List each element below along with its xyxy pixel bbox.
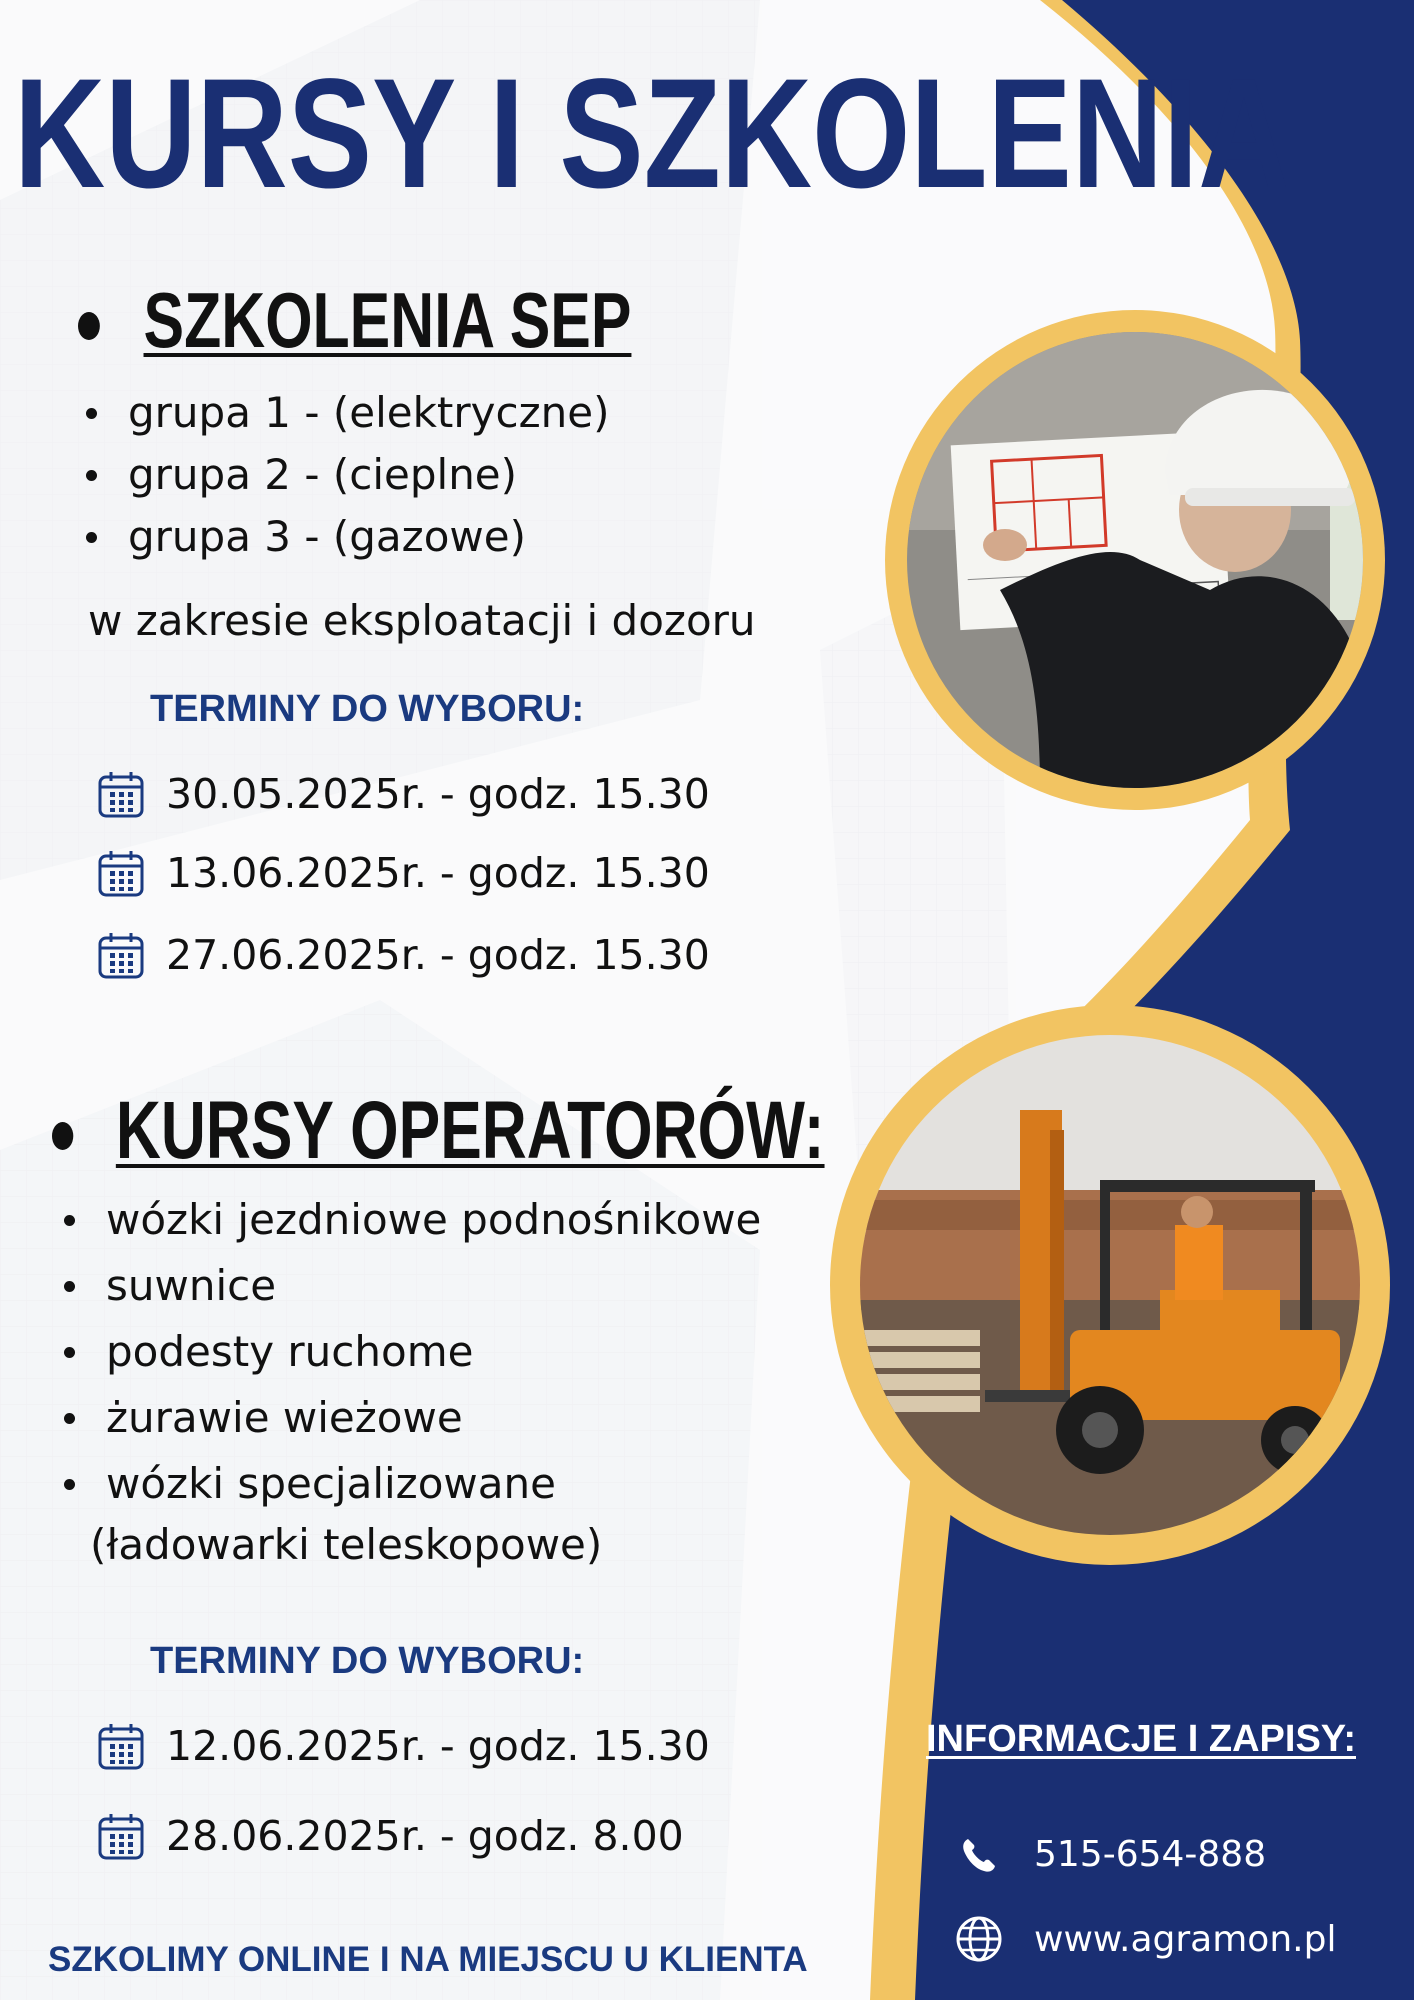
date-row	[98, 1720, 710, 1772]
sep-heading	[78, 278, 631, 362]
calendar-icon	[98, 1722, 144, 1770]
sep-heading-text: SZKOLENIA SEP	[143, 276, 632, 364]
list-item: suwnice	[64, 1253, 761, 1319]
footer-tagline: SZKOLIMY ONLINE I NA MIEJSCU U KLIENTA	[48, 1940, 808, 1979]
operators-list	[64, 1187, 761, 1517]
list-item: grupa 2 - (cieplne)	[86, 444, 610, 506]
list-item: żurawie wieżowe	[64, 1385, 761, 1451]
phone-number[interactable]: 515-654-888	[1034, 1833, 1267, 1875]
date-text: 13.06.2025r. - godz. 15.30	[166, 849, 710, 897]
list-item: podesty ruchome	[64, 1319, 761, 1385]
heading-bullet	[52, 1122, 73, 1150]
page-title: KURSY I SZKOLENIA	[14, 47, 1290, 221]
website-link[interactable]: www.agramon.pl	[1034, 1918, 1337, 1960]
calendar-icon	[98, 931, 144, 979]
operators-item-continuation: (ładowarki teleskopowe)	[90, 1520, 603, 1569]
website-contact[interactable]	[954, 1914, 1336, 1964]
sep-terms-heading: TERMINY DO WYBORU:	[150, 688, 585, 730]
heading-bullet	[78, 312, 100, 340]
date-text: 28.06.2025r. - godz. 8.00	[166, 1812, 684, 1860]
globe-icon	[954, 1914, 1004, 1964]
date-row	[98, 768, 710, 820]
list-item: wózki jezdniowe podnośnikowe	[64, 1187, 761, 1253]
date-row	[98, 929, 710, 981]
date-row	[98, 1810, 684, 1862]
operators-terms-heading: TERMINY DO WYBORU:	[150, 1640, 585, 1682]
forklift-photo	[830, 1005, 1390, 1565]
info-heading: INFORMACJE I ZAPISY:	[926, 1718, 1356, 1760]
date-text: 12.06.2025r. - godz. 15.30	[166, 1722, 710, 1770]
list-item: grupa 3 - (gazowe)	[86, 506, 610, 568]
sep-groups-list	[86, 382, 610, 568]
date-text: 27.06.2025r. - godz. 15.30	[166, 931, 710, 979]
date-text: 30.05.2025r. - godz. 15.30	[166, 770, 710, 818]
operators-heading	[52, 1086, 825, 1176]
calendar-icon	[98, 770, 144, 818]
phone-contact[interactable]	[954, 1829, 1266, 1879]
date-row	[98, 847, 710, 899]
calendar-icon	[98, 1812, 144, 1860]
calendar-icon	[98, 849, 144, 897]
list-item: wózki specjalizowane	[64, 1451, 761, 1517]
list-item: grupa 1 - (elektryczne)	[86, 382, 610, 444]
operators-heading-text: KURSY OPERATORÓW:	[115, 1085, 825, 1176]
sep-scope: w zakresie eksploatacji i dozoru	[88, 596, 756, 645]
phone-icon	[954, 1829, 1004, 1879]
